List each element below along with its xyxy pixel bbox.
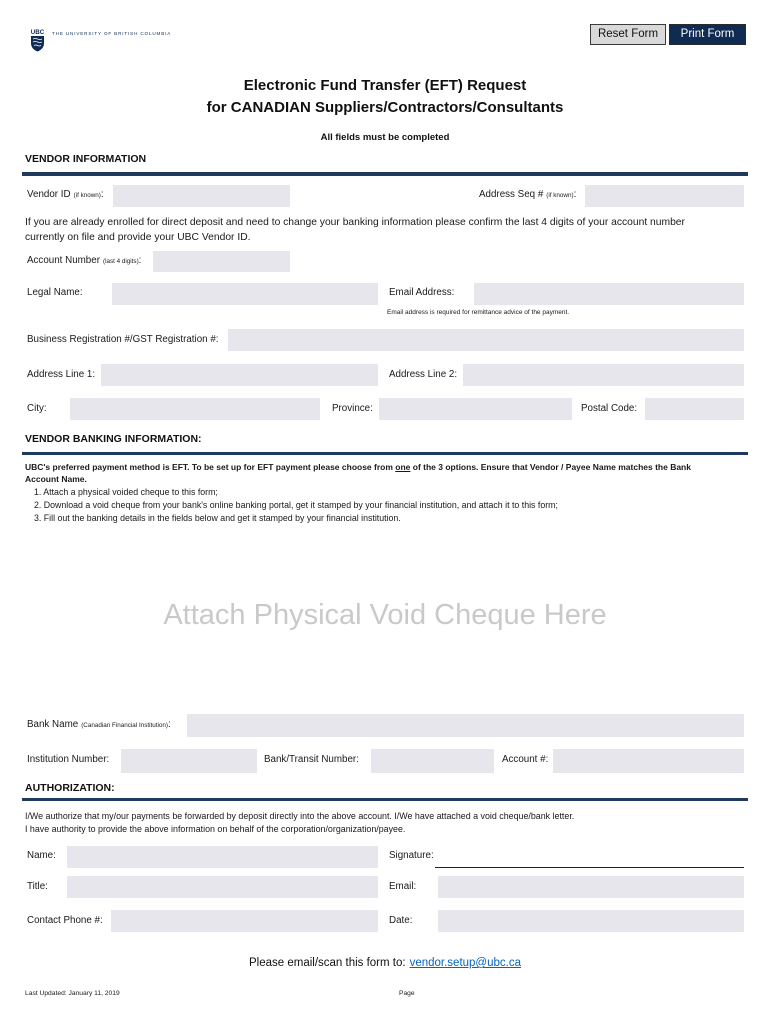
title-field[interactable] (67, 876, 378, 898)
bank-name-label-text: Bank Name (27, 719, 79, 730)
submission-instruction (0, 955, 770, 971)
title-label: Title: (27, 881, 48, 892)
account-last4-colon: : (138, 255, 142, 266)
submission-prefix: Please email/scan this form to: (248, 957, 406, 969)
email-address-note: Email address is required for remittance advice of the payment. (387, 309, 570, 316)
address-seq-hint: (if known) (546, 192, 574, 199)
section-heading-banking-information: VENDOR BANKING INFORMATION: (25, 433, 202, 445)
city-label: City: (27, 403, 47, 414)
postal-code-field[interactable] (645, 398, 744, 420)
legal-name-label: Legal Name: (27, 287, 83, 298)
section-divider (22, 452, 748, 455)
contact-phone-label: Contact Phone #: (27, 915, 103, 926)
postal-code-label: Postal Code: (581, 403, 638, 414)
enrolled-note-line-1: If you are already enrolled for direct deposit and need to change your banking information please confirm the last 4 digits of your account number (25, 217, 685, 228)
date-label: Date: (389, 915, 413, 926)
business-registration-label: Business Registration #/GST Registration #: (27, 334, 219, 345)
banking-option-3: 3. Fill out the banking details in the fields below and get it stamped by your financial institution. (34, 513, 401, 523)
page-label: Page (399, 990, 415, 997)
bank-name-colon: : (168, 719, 171, 730)
account-number-label: Account #: (502, 754, 549, 765)
institution-number-label: Institution Number: (27, 754, 110, 765)
signature-label: Signature: (389, 850, 434, 861)
name-field[interactable] (67, 846, 378, 868)
vendor-setup-email-link[interactable]: vendor.setup@ubc.ca (409, 957, 521, 969)
account-last4-label (27, 254, 141, 268)
bank-name-hint: (Canadian Financial Institution) (81, 722, 168, 729)
email-address-field[interactable] (474, 283, 744, 305)
institution-number-field[interactable] (121, 749, 257, 773)
cheque-attachment-area (22, 530, 748, 700)
banking-option-1: 1. Attach a physical voided cheque to this form; (34, 487, 218, 497)
banking-notice-text: of the 3 options. Ensure that Vendor / Payee Name matches the Bank (410, 462, 691, 472)
address-line-2-label: Address Line 2: (389, 369, 458, 380)
banking-option-2: 2. Download a void cheque from your bank's online banking portal, get it stamped by your financial institution, and attach it to this form; (34, 500, 558, 510)
province-field[interactable] (379, 398, 572, 420)
ubc-crest (29, 28, 46, 52)
form-title-line-1: Electronic Fund Transfer (EFT) Request (243, 77, 527, 94)
address-line-1-label: Address Line 1: (27, 369, 96, 380)
university-name: THE UNIVERSITY OF BRITISH COLUMBIA (52, 31, 172, 36)
legal-name-field[interactable] (112, 283, 378, 305)
logo-text: UBC (30, 29, 45, 36)
section-divider (22, 172, 748, 176)
city-field[interactable] (70, 398, 320, 420)
name-label: Name: (27, 850, 56, 861)
bank-name-label (27, 718, 171, 732)
vendor-id-hint: (if known) (73, 192, 101, 199)
date-field[interactable] (438, 910, 744, 932)
last-updated-text: Last Updated: January 11, 2019 (25, 990, 120, 997)
address-line-1-field[interactable] (101, 364, 378, 386)
ubc-logo (29, 28, 46, 52)
authorization-statement-line-1: I/We authorize that my/our payments be forwarded by deposit directly into the above account. I/We have attached a void cheque/bank letter. (25, 811, 575, 821)
address-seq-colon: : (573, 189, 577, 200)
business-registration-field[interactable] (228, 329, 744, 351)
vendor-id-label (27, 188, 104, 202)
transit-number-field[interactable] (371, 749, 494, 773)
vendor-id-field[interactable] (113, 185, 290, 207)
contact-phone-field[interactable] (111, 910, 378, 932)
enrolled-note-line-2: currently on file and provide your UBC Vendor ID. (25, 232, 251, 243)
transit-number-label: Bank/Transit Number: (264, 754, 359, 765)
vendor-id-label-text: Vendor ID (27, 189, 71, 200)
cheque-placeholder-text: Attach Physical Void Cheque Here (163, 599, 607, 631)
email-field[interactable] (438, 876, 744, 898)
address-seq-field[interactable] (585, 185, 744, 207)
banking-notice-text: UBC's preferred payment method is EFT. To be set up for EFT payment please choose from (25, 462, 396, 472)
shield-icon (31, 36, 44, 52)
banking-notice-emphasis: one (395, 462, 411, 472)
account-last4-label-text: Account Number (27, 255, 100, 266)
banking-notice-line-2: Account Name. (25, 474, 87, 484)
print-form-button[interactable]: Print Form (669, 24, 746, 45)
email-address-label: Email Address: (389, 287, 455, 298)
section-divider (22, 798, 748, 801)
account-last4-hint: (last 4 digits) (102, 258, 139, 265)
address-line-2-field[interactable] (463, 364, 744, 386)
bank-name-field[interactable] (187, 714, 744, 737)
signature-field[interactable] (435, 846, 744, 868)
email-label: Email: (389, 881, 417, 892)
reset-form-button[interactable]: Reset Form (590, 24, 666, 45)
form-title-line-2: for CANADIAN Suppliers/Contractors/Consultants (206, 99, 564, 116)
vendor-id-colon: : (100, 189, 104, 200)
account-last4-field[interactable] (153, 251, 290, 272)
form-instruction: All fields must be completed (320, 132, 450, 143)
province-label: Province: (332, 403, 373, 414)
address-seq-label-text: Address Seq # (479, 189, 544, 200)
account-number-field[interactable] (553, 749, 744, 773)
address-seq-label (479, 188, 576, 202)
section-heading-authorization: AUTHORIZATION: (25, 782, 115, 794)
section-heading-vendor-information: VENDOR INFORMATION (25, 153, 147, 165)
authorization-statement-line-2: I have authority to provide the above information on behalf of the corporation/organization/payee. (25, 824, 406, 834)
banking-notice-line-1 (25, 461, 691, 473)
